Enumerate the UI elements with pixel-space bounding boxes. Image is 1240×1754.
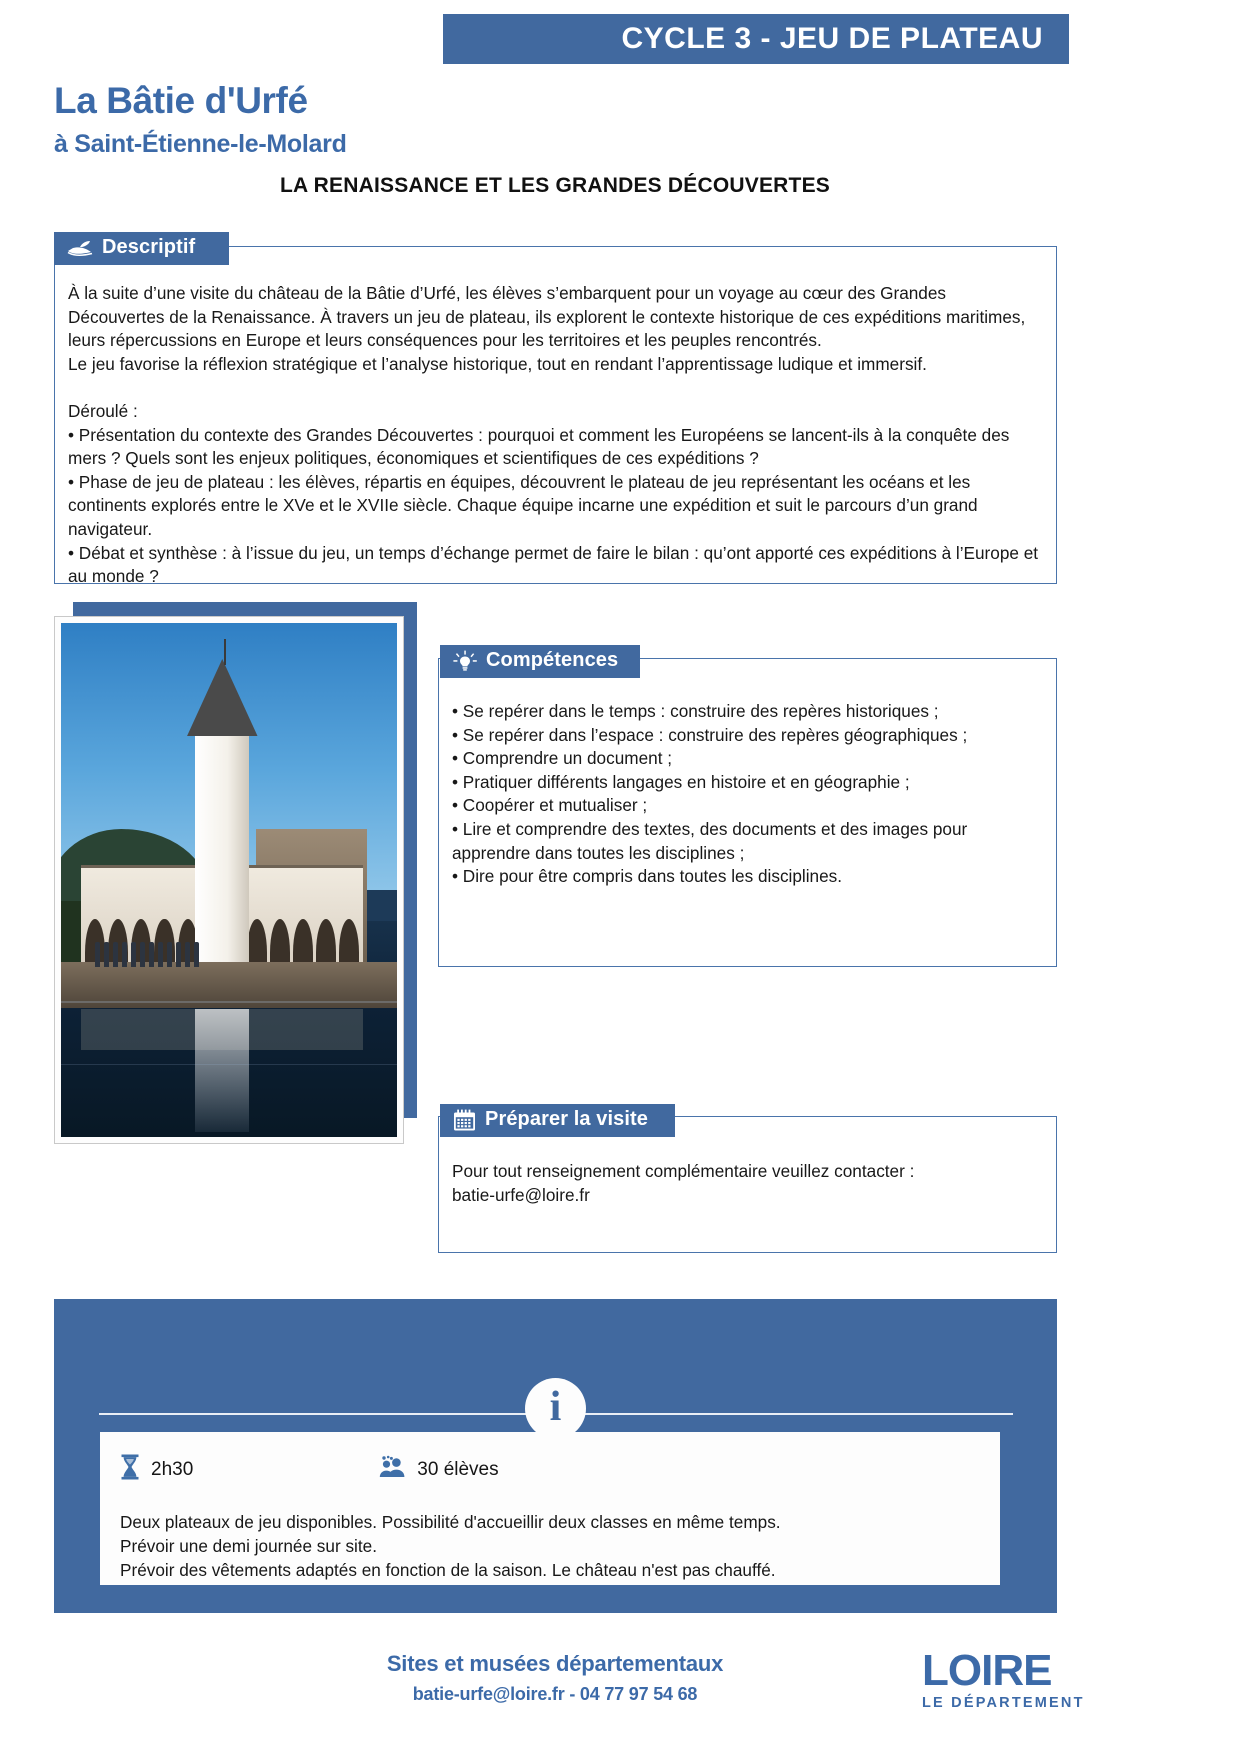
loire-logo: [922, 1648, 1122, 1711]
practical-info-notes: [120, 1510, 980, 1582]
descriptif-intro-1: Le jeu favorise la réflexion stratégique et l’analyse historique, tout en rendant l’apprentissage ludique et immersif.: [68, 353, 927, 374]
duration-item: [120, 1454, 193, 1485]
photo-tower: [195, 731, 249, 967]
photo-water-ripple-1: [61, 1001, 397, 1003]
competence-item-4: • Coopérer et mutualiser ;: [452, 795, 648, 816]
deroule-item-2: • Débat et synthèse : à l’issue du jeu, un temps d’échange permet de faire le bilan : qu’ont apporté ces expéditions à l’Europe et au monde ?: [68, 542, 1039, 587]
calendar-icon: [453, 1109, 476, 1132]
info-note-0: Deux plateaux de jeu disponibles. Possibilité d'accueillir deux classes en même temps.: [120, 1512, 781, 1532]
cycle-banner-label: CYCLE 3 - JEU DE PLATEAU: [621, 22, 1043, 55]
descriptif-tab-label: Descriptif: [102, 236, 196, 258]
practical-info-card: [100, 1432, 1000, 1585]
descriptif-section-header: [54, 232, 229, 265]
info-note-1: Prévoir une demi journée sur site.: [120, 1536, 377, 1556]
people-icon: [378, 1455, 406, 1484]
footer-contact[interactable]: batie-urfe@loire.fr - 04 77 97 54 68: [412, 1684, 698, 1704]
preparer-line-0: Pour tout renseignement complémentaire veuillez contacter :: [452, 1161, 915, 1181]
competence-item-0: • Se repérer dans le temps : construire des repères historiques ;: [452, 701, 939, 721]
preparer-visite-tab-label: Préparer la visite: [485, 1108, 649, 1130]
info-note-2: Prévoir des vêtements adaptés en fonction de la saison. Le château n'est pas chauffé.: [120, 1560, 776, 1580]
photo-visitors: [95, 942, 250, 968]
audience-value: 30 élèves: [417, 1458, 499, 1480]
deroule-item-0: • Présentation du contexte des Grandes Découvertes : pourquoi et comment les Européens se lancent-ils à la conquête des mers ? Quels sont les enjeux politiques, économiques et scientifiques de ces expéditions ?: [68, 424, 1010, 469]
competence-item-3: • Pratiquer différents langages en histoire et en géographie ;: [452, 771, 910, 792]
contact-email[interactable]: batie-urfe@loire.fr: [452, 1184, 590, 1205]
competences-section-header: [440, 645, 640, 678]
competences-tab-label: Compétences: [486, 649, 619, 671]
descriptif-intro-0: À la suite d’une visite du château de la Bâtie d’Urfé, les élèves s’embarquent pour un voyage au cœur des Grandes Découvertes de la Renaissance. À travers un jeu de plateau, ils explorent le contexte historique de ces expéditions maritimes, leurs répercussions en Europe et leurs conséquences pour les territoires et les peuples rencontrés.: [68, 283, 1026, 351]
info-badge: [525, 1378, 586, 1439]
lightbulb-icon: [453, 650, 477, 674]
cycle-banner: [443, 14, 1069, 64]
page-subtitle: à Saint-Étienne-le-Molard: [54, 130, 347, 158]
castle-photo: [61, 623, 397, 1137]
photo-tower-spire: [224, 639, 226, 665]
loire-logo-wordmark: LOIRE: [922, 1646, 1052, 1695]
competence-item-6: • Dire pour être compris dans toutes les disciplines.: [452, 866, 843, 887]
info-badge-glyph: i: [549, 1383, 562, 1430]
deroule-item-1: • Phase de jeu de plateau : les élèves, répartis en équipes, découvrent le plateau de jeu représentant les océans et les continents explorés entre le XVe et le XVIIe siècle. Chaque équipe incarne une expédition et suit le parcours d’un grand navigateur.: [68, 471, 978, 539]
photo-tower-reflection: [195, 1009, 249, 1132]
document-theme: LA RENAISSANCE ET LES GRANDES DÉCOUVERTES: [280, 174, 830, 197]
photo-frame: [54, 616, 404, 1144]
paragraph-spacer: [68, 376, 1043, 400]
deroule-label: Déroulé :: [68, 400, 138, 421]
boat-icon: [67, 240, 93, 257]
preparer-visite-section-header: [440, 1104, 675, 1137]
footer-title: Sites et musées départementaux: [386, 1651, 724, 1676]
page-title: La Bâtie d'Urfé: [54, 80, 308, 121]
competence-item-5: • Lire et comprendre des textes, des documents et des images pour apprendre dans toutes les disciplines ;: [452, 818, 968, 863]
competence-item-1: • Se repérer dans l’espace : construire des repères géographiques ;: [452, 724, 968, 745]
competences-content: [452, 700, 1042, 889]
practical-info-meta: [120, 1454, 499, 1485]
audience-item: [378, 1455, 498, 1484]
competence-item-2: • Comprendre un document ;: [452, 748, 673, 769]
descriptif-content: [68, 282, 1043, 589]
loire-logo-tagline: LE DÉPARTEMENT: [922, 1695, 1085, 1711]
photo-water-ripple-2: [61, 1064, 397, 1065]
preparer-visite-content: [452, 1160, 1042, 1207]
duration-value: 2h30: [151, 1458, 194, 1480]
hourglass-icon: [120, 1454, 140, 1485]
